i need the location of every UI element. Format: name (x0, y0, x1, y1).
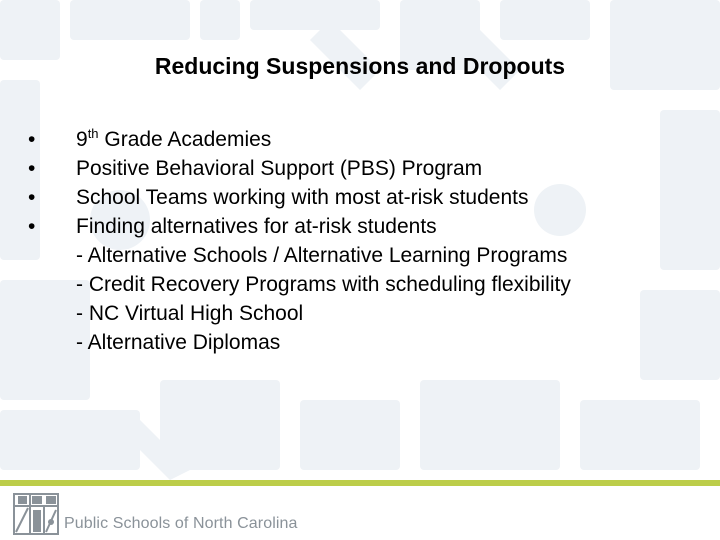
sub-item-nc-virtual-high-school: - NC Virtual High School (76, 302, 304, 325)
bullet-grade-superscript: th (87, 126, 99, 141)
bullet-text: Grade Academies (98, 128, 272, 151)
bullet-dot: • (28, 186, 36, 209)
bullet-item-grade-academies (28, 125, 708, 154)
bullet-text: School Teams working with most at-risk students (76, 186, 529, 209)
bullet-item-school-teams (28, 183, 708, 212)
bullet-list (28, 125, 708, 357)
bullet-dot: • (28, 215, 36, 238)
sub-item-credit-recovery: - Credit Recovery Programs with scheduling flexibility (76, 273, 571, 296)
sub-item-list (76, 241, 708, 357)
footer-organization-name: Public Schools of North Carolina (64, 515, 298, 532)
footer-divider (0, 480, 720, 486)
bullet-item-pbs-program (28, 154, 708, 183)
bullet-dot: • (28, 157, 36, 180)
school-building-logo-icon (12, 492, 60, 536)
bullet-text: Finding alternatives for at-risk students (76, 215, 437, 238)
bullet-dot: • (28, 128, 36, 151)
bullet-text: Positive Behavioral Support (PBS) Program (76, 157, 483, 180)
sub-item-alternative-diplomas: - Alternative Diplomas (76, 331, 281, 354)
sub-item-alternative-schools: - Alternative Schools / Alternative Learning Programs (76, 244, 568, 267)
slide-title: Reducing Suspensions and Dropouts (154, 53, 566, 79)
bullet-item-finding-alternatives (28, 212, 708, 357)
bullet-grade-number: 9 (76, 128, 88, 151)
